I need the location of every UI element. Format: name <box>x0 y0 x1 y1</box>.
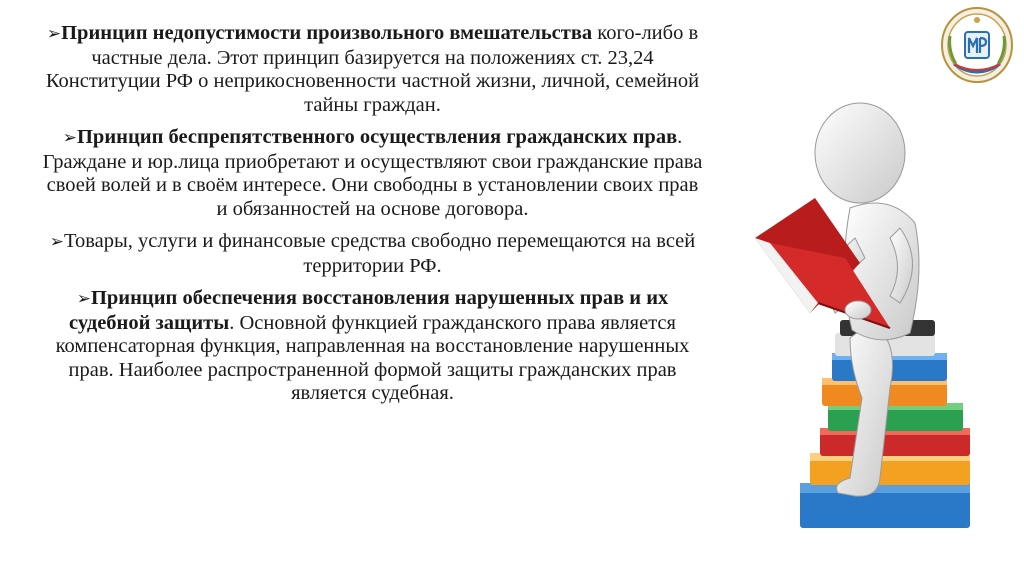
principle-3-text: Товары, услуги и финансовые средства свободно перемещаются на всей территории РФ. <box>63 230 696 277</box>
principle-1-text: кого-либо в частные дела. Этот принцип базируется на положениях ст. 23,24 Конституции РФ о неприкосновенности частной жизни, личной, семейной тайны граждан. <box>45 22 700 116</box>
principle-2-title: Принцип беспрепятственного осуществления гражданских прав <box>76 126 678 148</box>
principle-paragraph-2 <box>40 126 705 221</box>
principle-4-title: Принцип обеспечения восстановления нарушенных прав и их судебной защиты <box>69 287 669 334</box>
principles-text-block <box>40 22 705 415</box>
principle-1-title: Принцип недопустимости произвольного вмешательства <box>61 22 593 44</box>
university-emblem-icon <box>940 6 1014 84</box>
arrow-bullet-icon: ➢ <box>62 128 77 148</box>
principle-paragraph-4 <box>40 287 705 406</box>
principle-paragraph-1 <box>40 22 705 117</box>
principle-4-text: . Основной функцией гражданского права является компенсаторная функция, направленная на восстановление нарушенных прав. Наиболее распространенной формой защиты гражданских прав является судебная. <box>55 311 690 404</box>
arrow-bullet-icon: ➢ <box>49 232 64 252</box>
principle-paragraph-3 <box>40 230 705 278</box>
arrow-bullet-icon: ➢ <box>76 289 91 309</box>
reading-figure-on-books-icon <box>740 98 1010 558</box>
principle-2-text: . Граждане и юр.лица приобретают и осуществляют свои гражданские права своей волей и в своём интересе. Они свободны в установлении своих прав и обязанностей на основе договора. <box>42 126 703 220</box>
arrow-bullet-icon: ➢ <box>46 24 62 44</box>
